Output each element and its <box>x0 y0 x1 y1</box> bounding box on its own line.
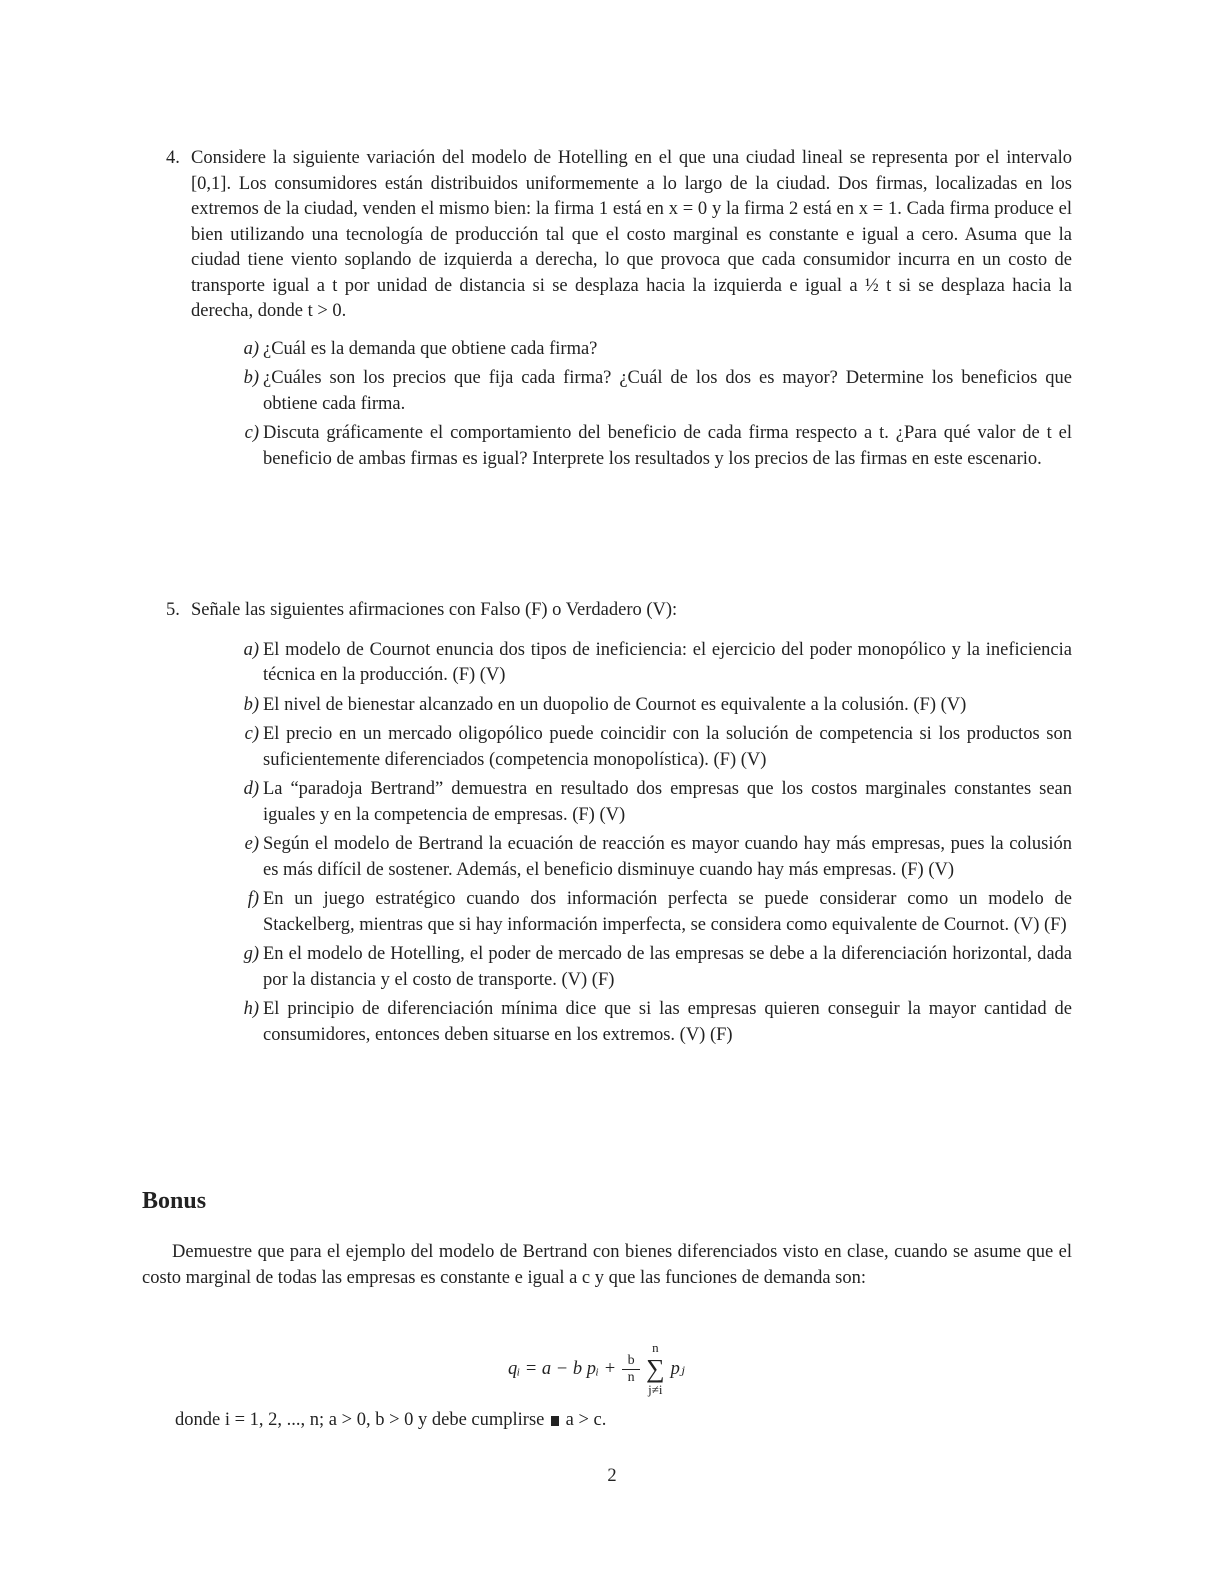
statement-label: h) <box>243 999 259 1019</box>
sub-question-label: b) <box>243 368 259 388</box>
filled-square-icon <box>551 1416 559 1426</box>
statement-text: En un juego estratégico cuando dos información perfecta se puede considerar como un modelo de Stackelberg, mientras que si hay información imperfecta, se considera como equivalente de Cournot. (V) (F) <box>263 889 1072 935</box>
statement-text: En el modelo de Hotelling, el poder de mercado de las empresas se debe a la diferenciación horizontal, dada por la distancia y el costo de transporte. (V) (F) <box>263 944 1072 990</box>
fraction-numerator: b <box>627 1352 635 1368</box>
statement-h <box>243 997 1072 1048</box>
statement-text: El precio en un mercado oligopólico puede coincidir con la solución de competencia si los productos son suficientemente diferenciados (competencia monopolística). (F) (V) <box>263 724 1072 770</box>
summation-sign-icon: ∑ <box>646 1354 665 1383</box>
problem-statement: Señale las siguientes afirmaciones con Falso (F) o Verdadero (V): <box>191 600 678 620</box>
sub-question-c <box>244 421 1072 472</box>
statement-label: d) <box>243 779 259 799</box>
statement-label: c) <box>244 724 259 744</box>
problem-number: 4. <box>166 148 180 168</box>
statement-label: a) <box>243 639 259 660</box>
sub-question-text: Discuta gráficamente el comportamiento del beneficio de cada firma respecto a t. ¿Para qué valor de t el beneficio de ambas firmas es igual? Interprete los resultados y los precios de las firmas en este escenario. <box>263 423 1072 469</box>
summation-upper-limit: n <box>652 1340 659 1355</box>
equation-fraction <box>622 1353 640 1386</box>
summation <box>646 1340 665 1398</box>
statement-c <box>244 722 1072 773</box>
where-condition: a > c. <box>565 1410 607 1430</box>
page-number: 2 <box>607 1466 617 1486</box>
statement-g <box>243 942 1072 993</box>
statement-label: b) <box>243 694 259 715</box>
statement-text: Según el modelo de Bertrand la ecuación de reacción es mayor cuando hay más empresas, pues la colusión es más difícil de sostener. Además, el beneficio disminuye cuando hay más empresas. (F) (V) <box>263 834 1072 880</box>
statement-list <box>191 638 1072 1049</box>
statement-d <box>243 777 1072 828</box>
section-title: Bonus <box>142 1188 207 1214</box>
statement-b <box>243 693 1072 719</box>
statement-a <box>243 638 1072 689</box>
statement-text: El principio de diferenciación mínima dice que si las empresas quieren conseguir la mayor cantidad de consumidores, entonces deben situarse en los extremos. (V) (F) <box>263 999 1072 1045</box>
where-line <box>175 1410 606 1431</box>
statement-label: f) <box>247 889 259 909</box>
statement-e <box>244 832 1072 883</box>
problem-statement: Considere la siguiente variación del modelo de Hotelling en el que una ciudad lineal se representa por el intervalo [0,1]. Los consumidores están distribuidos uniformemente a lo largo de la ciudad. Dos firmas, localizadas en los extremos de la ciudad, venden el mismo bien: la firma 1 está en x = 0 y la firma 2 está en x = 1. Cada firma produce el bien utilizando una tecnología de producción tal que el costo marginal es constante e igual a cero. Asuma que la ciudad tiene viento soplando de izquierda a derecha, lo que provoca que cada consumidor incurra en un costo de transporte igual a t por unidad de distancia si se desplaza hacia la izquierda e igual a ½ t si se desplaza hacia la derecha, donde t > 0. <box>191 148 1072 321</box>
statement-label: g) <box>243 944 259 964</box>
statement-text: La “paradoja Bertrand” demuestra en resultado dos empresas que los costos marginales constantes sean iguales y en la competencia de empresas. (F) (V) <box>263 779 1072 825</box>
sub-question-text: ¿Cuáles son los precios que fija cada firma? ¿Cuál de los dos es mayor? Determine los beneficios que obtiene cada firma. <box>263 368 1072 414</box>
bonus-paragraph: Demuestre que para el ejemplo del modelo de Bertrand con bienes diferenciados visto en clase, cuando se asume que el costo marginal de todas las empresas es constante e igual a c y que las funciones de demanda son: <box>142 1242 1072 1288</box>
sub-question-label: c) <box>244 423 259 443</box>
statement-f <box>247 887 1072 938</box>
statement-label: e) <box>244 834 259 854</box>
fraction-denominator: n <box>627 1369 635 1385</box>
sub-question-list <box>191 337 1072 473</box>
problem-5 <box>166 598 1072 1048</box>
where-text: donde i = 1, 2, ..., n; a > 0, b > 0 y debe cumplirse <box>175 1410 545 1430</box>
sub-question-a <box>243 337 1072 363</box>
statement-text: El nivel de bienestar alcanzado en un duopolio de Cournot es equivalente a la colusión. (F) (V) <box>263 694 967 715</box>
sub-question-text: ¿Cuál es la demanda que obtiene cada firma? <box>263 338 598 359</box>
problem-number: 5. <box>166 600 180 620</box>
demand-equation <box>508 1340 685 1398</box>
sub-question-b <box>243 366 1072 417</box>
equation-rhs: pⱼ <box>670 1359 685 1379</box>
problem-4 <box>166 146 1072 472</box>
summation-lower-limit: j≠i <box>648 1382 663 1397</box>
equation-lhs: qᵢ = a − b pᵢ + <box>508 1358 617 1379</box>
sub-question-label: a) <box>243 338 259 359</box>
statement-text: El modelo de Cournot enuncia dos tipos de ineficiencia: el ejercicio del poder monopólico y la ineficiencia técnica en la producción. (F) (V) <box>263 639 1072 685</box>
